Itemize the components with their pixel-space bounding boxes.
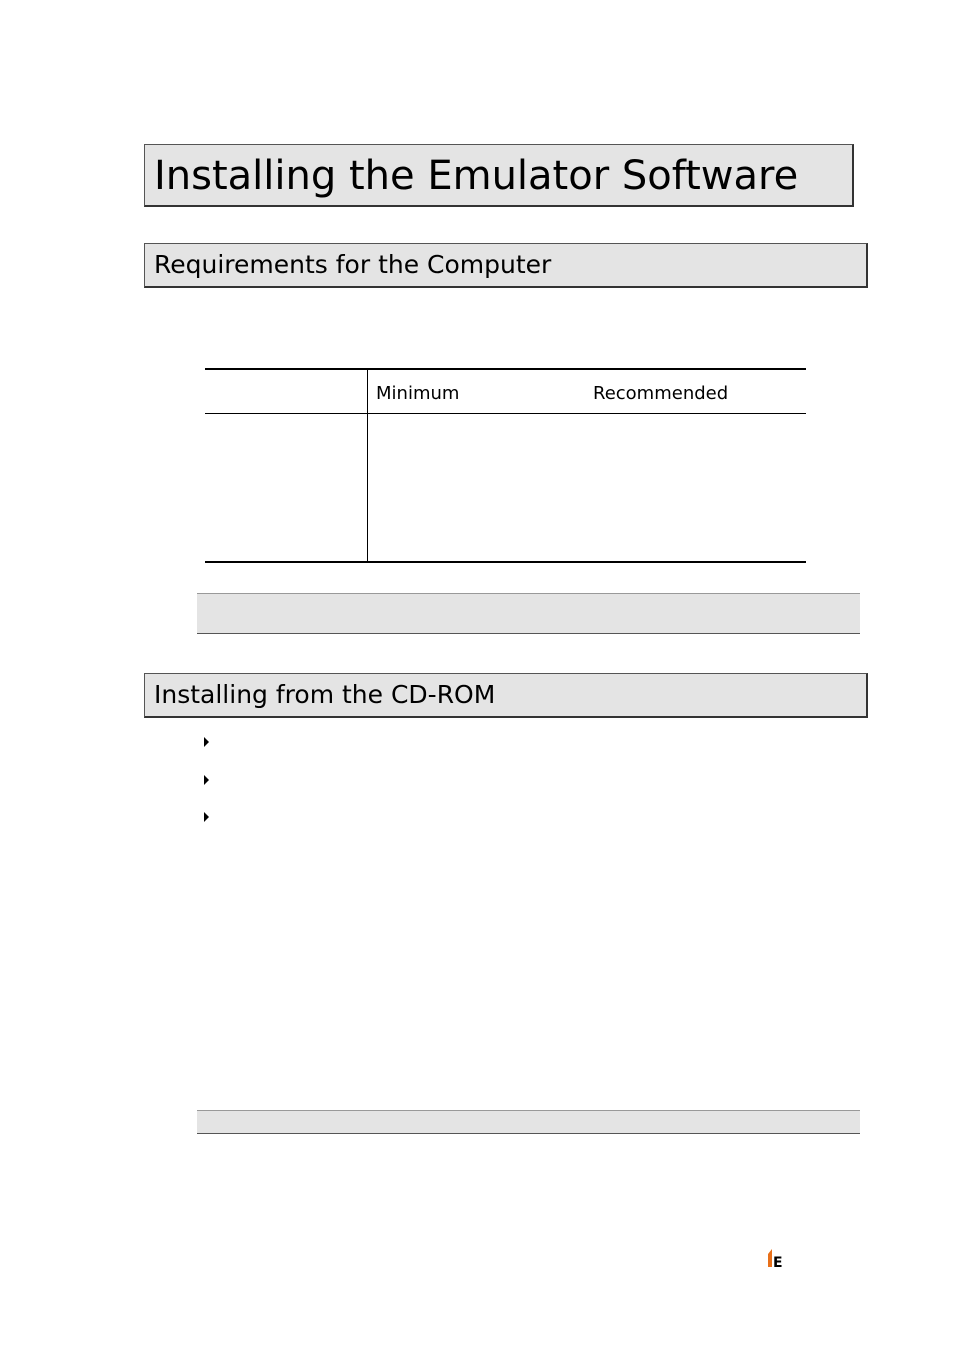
page-title-box [144, 144, 854, 207]
triangle-bullet-icon [204, 812, 209, 822]
section-heading-requirements [144, 243, 868, 288]
logo-shape [768, 1249, 772, 1267]
note-box [197, 1110, 860, 1134]
triangle-bullet-icon [204, 737, 209, 747]
note-box [197, 593, 860, 634]
table-header-divider [205, 413, 806, 414]
logo-letter: E [773, 1255, 783, 1268]
table-header-minimum: Minimum [376, 383, 460, 404]
section-heading-text: Requirements for the Computer [154, 250, 552, 279]
table-header-recommended: Recommended [593, 383, 729, 404]
section-heading-installing [144, 673, 868, 718]
section-heading-text: Installing from the CD-ROM [154, 680, 496, 709]
requirements-table [205, 368, 806, 563]
triangle-bullet-icon [204, 775, 209, 785]
page-title: Installing the Emulator Software [154, 153, 799, 199]
brand-logo-icon [767, 1248, 787, 1268]
table-column-divider [367, 370, 368, 561]
